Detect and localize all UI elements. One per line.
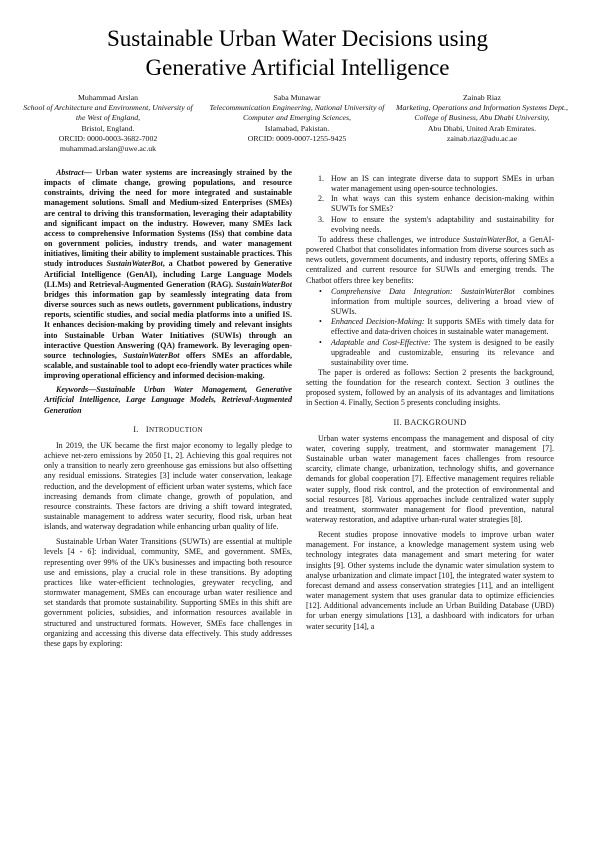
- abstract-text: offers SMEs an affordable, scalable, and sustainable tool to adopt eco-friendly water practices while improving operational efficiency and informed decision-making.: [44, 350, 292, 381]
- outline-paragraph: The paper is ordered as follows: Section 2 presents the background, setting the foundation for the research context. Section 3 outlines the proposed system, followed by an analysis of its advantages and limitations in Section 4. Finally, Section 5 presents concluding insights.: [306, 367, 554, 408]
- author-affiliation: School of Architecture and Environment, University of the West of England,: [23, 103, 193, 123]
- right-column: [306, 174, 554, 637]
- author-name: Zainab Riaz: [463, 93, 501, 102]
- list-text: In what ways can this system enhance decision-making within SUWTs for SMEs?: [331, 194, 554, 214]
- keywords: Keywords—Sustainable Urban Water Management, Generative Artificial Intelligence, Large Language Models, Retrieval-Augmented Generation: [44, 385, 292, 415]
- intro-paragraph-1: In 2019, the UK became the first major economy to legally pledge to achieve net-zero emissions by 2050 [1, 2]. Achieving this goal requires not only a transition to nearly zero greenhouse gas emissions but also offsetting any residual emissions. Strategies [3] include water conservation, leakage reduction, and the development of efficient urban water systems, which face increasing demands from climate change, growth of population, and resource constraints. These factors are driving a shift toward integrated, sustainable management to address water security, flood risk, urban heat islands, and waterway degradation while enhancing urban quality of life.: [44, 440, 292, 532]
- benefits-list: [306, 287, 554, 368]
- research-questions: [306, 174, 554, 235]
- author-location: Bristol, England.: [81, 123, 135, 133]
- benefit-text: It supports SMEs with timely data for effective and data-driven choices in sustainable water management.: [331, 317, 555, 337]
- section-heading-introduction: [44, 425, 292, 435]
- abstract: [44, 168, 292, 381]
- paper-title: [40, 24, 555, 82]
- abstract-text: , a Chatbot powered by Generative Artificial Intelligence (GenAI), including Large Language Models (LLMs) and Retrieval-Augmented Generation (RAG).: [44, 259, 292, 289]
- paragraph-text: , a GenAI-powered Chatbot that consolidates information from diverse sources such as news outlets, government documents, and industry reports, offering SMEs a centralized and current resource for SUWIs and emerging trends. The Chatbot offers three key benefits:: [306, 234, 554, 285]
- section-initial: I: [145, 424, 149, 434]
- list-number: 2.: [318, 194, 325, 204]
- author-affiliation: Marketing, Operations and Information Systems Dept., College of Business, Abu Dhabi University,: [396, 103, 568, 123]
- author-orcid: ORCID: 0000-0003-3682-7002: [58, 133, 158, 143]
- author-affiliation: Telecommunication Engineering, National University of Computer and Emerging Sciences,: [209, 103, 385, 123]
- list-item: [306, 194, 554, 214]
- system-name: SustainWaterBot: [106, 259, 163, 269]
- left-column: [44, 168, 292, 654]
- benefit-label: Adaptable and Cost-Effective:: [331, 337, 431, 347]
- title-line-1: Sustainable Urban Water Decisions using: [107, 26, 488, 51]
- author-block-1: [18, 93, 198, 154]
- intro-paragraph-3: [306, 235, 554, 286]
- author-location: Islamabad, Pakistan.: [264, 123, 330, 133]
- system-name: SustainWaterBot: [235, 279, 292, 289]
- benefit-text: combines information from multiple sources, delivering a broad view of SUWIs.: [331, 286, 554, 317]
- section-title-rest: NTRODUCTION: [148, 425, 203, 434]
- background-paragraph-2: Recent studies propose innovative models to improve urban water management. For instance, a knowledge management system using web technology integrates data management and smart metering for water insights [9]. Other systems include the dynamic water simulation system to analyse urbanization and climate impact [10], the integrated water system to forecast demand and assess conservation strategies [11], and an intelligent water management system that uses granular data to optimize efficiencies [12]. Additional advancements include an Urban Building Database (UBD) for urban energy simulations [13], a dashboard with indicators for urban water security [14], a: [306, 530, 554, 631]
- abstract-text: bridges this information gap by seamlessly integrating data from diverse sources such as news outlets, government publications, industry reports, scientific studies, and social media platforms into a unified IS. It enhances decision-making by providing timely and relevant insights into Sustainable Urban Water Initiatives (SUWIs) through an interactive Question Answering (QA) framework. By leveraging open-source technologies,: [44, 289, 292, 360]
- list-item: [306, 174, 554, 194]
- bullet-icon: •: [319, 286, 322, 296]
- benefit-label: Enhanced Decision-Making:: [331, 317, 425, 327]
- intro-paragraph-2: Sustainable Urban Water Transitions (SUWTs) are essential at multiple levels [4 - 6]: individual, community, SME, and government. SMEs, representing over 99% of the UK's businesses and impacting both resource use and emissions, play a crucial role in these transitions. By adopting practices like water-efficient technologies, greywater recycling, and stormwater management, SMEs can encourage urban water resilience and set standards that promote sustainability. Supporting SMEs in this shift are government policies, subsidies, and information resources available in structured and unstructured formats. However, SMEs face challenges in organizing and accessing this diverse data effectively. This study addresses these gaps by exploring:: [44, 537, 292, 648]
- list-item: [306, 338, 554, 368]
- section-heading-background: II. BACKGROUND: [393, 417, 467, 427]
- list-text: How to ensure the system's adaptability and sustainability for evolving needs.: [331, 214, 554, 234]
- system-name: SustainWaterBot: [463, 234, 518, 244]
- list-item: [306, 287, 554, 317]
- bullet-icon: •: [319, 337, 322, 347]
- benefit-label: Comprehensive Data Integration: SustainWaterBot: [331, 286, 515, 296]
- list-number: 1.: [318, 174, 325, 183]
- section-number: I.: [133, 424, 139, 434]
- author-name: Muhammad Arslan: [78, 93, 138, 102]
- system-name: SustainWaterBot: [123, 350, 180, 360]
- background-paragraph-1: Urban water systems encompass the management and disposal of city water, covering supply, treatment, and stormwater management [7]. Sustainable urban water management faces challenges from resource scarcity, climate change, urbanization, technology shifts, and governance demands for global cooperation [7]. Effective management requires reliable water supply, flood risk control, and the protection of environmental and social resources [8]. Various approaches include centralized water supply and treatment, stormwater management for flood prevention, natural waterway restoration, and adaptive urban-rural water strategies [8].: [306, 433, 554, 524]
- title-line-2: Generative Artificial Intelligence: [145, 55, 450, 80]
- list-item: [306, 317, 554, 337]
- author-orcid: ORCID: 0009-0007-1255-9425: [247, 133, 347, 143]
- author-location: Abu Dhabi, United Arab Emirates.: [427, 123, 537, 133]
- bullet-icon: •: [319, 317, 322, 327]
- list-number: 3.: [318, 214, 325, 224]
- author-name: Saba Munawar: [273, 93, 321, 102]
- author-email: muhammad.arslan@uwe.ac.uk: [59, 144, 157, 154]
- author-email: zainab.riaz@adu.ac.ae: [446, 133, 518, 143]
- abstract-label: Abstract: [56, 168, 84, 177]
- paragraph-text: To address these challenges, we introduce: [318, 234, 464, 244]
- list-text: How an IS can integrate diverse data to support SMEs in urban water management using open-source technologies.: [331, 174, 554, 194]
- author-block-3: [392, 93, 572, 144]
- list-item: [306, 215, 554, 235]
- abstract-text: — Urban water systems are increasingly strained by the impacts of climate change, growing populations, and resource constraints, driving the need for more integrated and sustainable management solutions. Small and Medium-sized Enterprises (SMEs) are central to driving this transformation, leveraging their adaptability and significant impact on the industry. However, many SMEs lack access to comprehensive Information Systems (ISs) that combine data on government policies, industry trends, and water management initiatives, limiting their ability to implement sustainable practices. This study introduces: [44, 168, 292, 269]
- benefit-text: The system is designed to be easily upgradeable and customizable, ensuring its relevance and sustainability over time.: [331, 337, 554, 367]
- author-block-2: [207, 93, 387, 144]
